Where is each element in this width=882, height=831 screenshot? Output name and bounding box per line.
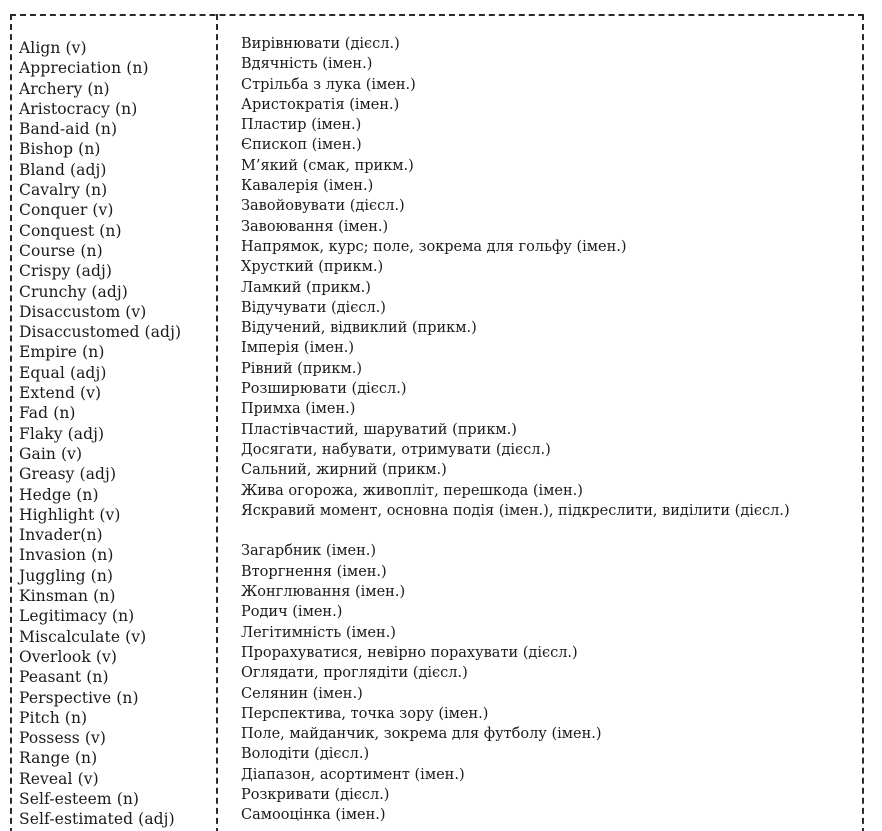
ukrainian-translation: Стрільба з лука (імен.) xyxy=(241,76,416,93)
english-term: Extend (v) xyxy=(19,384,102,403)
english-term: Empire (n) xyxy=(19,343,105,362)
ukrainian-translation: Загарбник (імен.) xyxy=(241,543,377,560)
ukrainian-translation: Діапазон, асортимент (імен.) xyxy=(241,766,465,783)
english-term: Range (n) xyxy=(19,749,98,768)
ukrainian-translation: Примха (імен.) xyxy=(241,401,356,418)
english-term: Conquest (n) xyxy=(19,221,122,240)
english-term: Crunchy (adj) xyxy=(19,282,128,301)
ukrainian-translation: Жонглювання (імен.) xyxy=(241,584,406,601)
ukrainian-translation: Вторгнення (імен.) xyxy=(241,563,387,580)
ukrainian-translation: Поле, майданчик, зокрема для футболу (імен.) xyxy=(241,726,602,743)
ukrainian-translation: Відучений, відвиклий (прикм.) xyxy=(241,320,477,337)
english-term: Conquer (v) xyxy=(19,201,114,220)
ukrainian-translation: Пластівчастий, шаруватий (прикм.) xyxy=(241,421,517,438)
english-term: Kinsman (n) xyxy=(19,587,116,606)
ukrainian-translation: Хрусткий (прикм.) xyxy=(241,259,384,276)
ukrainian-translation: Селянин (імен.) xyxy=(241,685,363,702)
ukrainian-translation: Перспектива, точка зору (імен.) xyxy=(241,705,489,722)
ukrainian-translation: Прорахуватися, невірно порахувати (дієсл.) xyxy=(241,644,578,661)
english-term: Equal (adj) xyxy=(19,363,107,382)
english-term: Greasy (adj) xyxy=(19,465,117,484)
english-term: Aristocracy (n) xyxy=(19,99,138,118)
ukrainian-translation: Розширювати (дієсл.) xyxy=(241,381,407,398)
english-term: Fad (n) xyxy=(19,404,76,423)
ukrainian-translation: Розкривати (дієсл.) xyxy=(241,786,390,803)
english-term: Crispy (adj) xyxy=(19,262,113,281)
english-term: Possess (v) xyxy=(19,729,107,748)
english-term: Legitimacy (n) xyxy=(19,607,135,626)
ukrainian-translation: Яскравий момент, основна подія (імен.), підкреслити, виділити (дієсл.) xyxy=(241,502,790,519)
english-term: Align (v) xyxy=(19,39,87,57)
ukrainian-translation: Жива огорожа, живопліт, перешкода (імен.) xyxy=(241,482,583,499)
ukrainian-translation: Напрямок, курс; поле, зокрема для гольфу (імен.) xyxy=(241,238,627,255)
english-term: Archery (n) xyxy=(19,79,110,98)
ukrainian-translation: Аристократія (імен.) xyxy=(241,96,400,113)
ukrainian-translation: Пластир (імен.) xyxy=(241,117,362,134)
ukrainian-translation: Вирівнювати (дієсл.) xyxy=(241,36,400,52)
ukrainian-translation: Володіти (дієсл.) xyxy=(241,746,370,763)
english-term: Self-estimated (adj) xyxy=(19,810,175,829)
table-top-border xyxy=(10,14,864,16)
english-term: Highlight (v) xyxy=(19,505,121,524)
ukrainian-translation: Кавалерія (імен.) xyxy=(241,178,374,195)
english-term: Flaky (adj) xyxy=(19,424,105,443)
ukrainian-translation: Легітимність (імен.) xyxy=(241,624,396,641)
english-term: Reveal (v) xyxy=(19,769,99,788)
ukrainian-translation: Самооцінка (імен.) xyxy=(241,807,386,824)
ukrainian-translation: Завоювання (імен.) xyxy=(241,218,389,235)
ukrainian-translation: Рівний (прикм.) xyxy=(241,360,363,377)
english-term: Course (n) xyxy=(19,241,103,260)
english-term: Self-esteem (n) xyxy=(19,789,140,808)
english-term: Hedge (n) xyxy=(19,485,99,504)
english-term: Juggling (n) xyxy=(19,566,114,585)
english-term: Overlook (v) xyxy=(19,647,118,666)
english-term: Perspective (n) xyxy=(19,688,139,707)
english-term: Bland (adj) xyxy=(19,160,107,179)
ukrainian-translation: Оглядати, проглядіти (дієсл.) xyxy=(241,665,468,682)
ukrainian-translation: Досягати, набувати, отримувати (дієсл.) xyxy=(241,441,551,458)
english-term: Bishop (n) xyxy=(19,140,101,159)
english-term: Appreciation (n) xyxy=(19,59,149,78)
ukrainian-translation: Сальний, жирний (прикм.) xyxy=(241,462,447,479)
english-term: Disaccustom (v) xyxy=(19,302,147,321)
ukrainian-translation: Ламкий (прикм.) xyxy=(241,279,371,296)
english-term: Miscalculate (v) xyxy=(19,627,147,646)
ukrainian-translation: Родич (імен.) xyxy=(241,604,343,621)
ukrainian-translation: Відучувати (дієсл.) xyxy=(241,299,386,316)
english-term: Cavalry (n) xyxy=(19,181,108,200)
english-term: Gain (v) xyxy=(19,444,83,463)
column-divider xyxy=(216,14,218,831)
ukrainian-translation: Імперія (імен.) xyxy=(241,340,355,357)
english-term: Invasion (n) xyxy=(19,546,114,565)
english-term: Disaccustomed (adj) xyxy=(19,323,182,342)
english-term: Invader(n) xyxy=(19,526,103,545)
table-left-border xyxy=(10,14,12,831)
table-right-border xyxy=(862,14,864,831)
english-term: Band-aid (n) xyxy=(19,120,118,139)
english-terms-column xyxy=(19,38,215,830)
ukrainian-translation: Завойовувати (дієсл.) xyxy=(241,198,405,215)
ukrainian-translation: М’який (смак, прикм.) xyxy=(241,157,414,174)
english-term: Pitch (n) xyxy=(19,708,88,727)
ukrainian-translations-column xyxy=(241,34,859,826)
ukrainian-translation: Вдячність (імен.) xyxy=(241,56,373,73)
english-term: Peasant (n) xyxy=(19,668,109,687)
ukrainian-translation: Єпископ (імен.) xyxy=(241,137,362,154)
